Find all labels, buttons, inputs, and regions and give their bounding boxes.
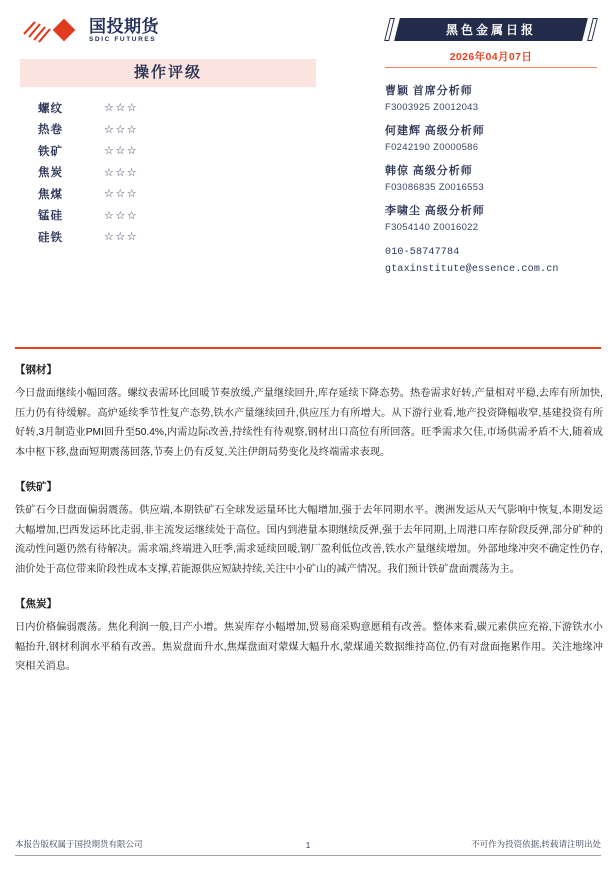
section-paragraph: 今日盘面继续小幅回落。螺纹表需环比回暖节奏放缓,产量继续回升,库存延续下降态势。热卷需求好转,产量相对平稳,去库有所加快,压力仍有待缓解。高炉延续季节性复产态势,铁水产量继续回升,供应压力有所增大。从下游行业看,地产投资降幅收窄,基建投资有所好转,3月制造业PMI回升至50.4%,内需边际改善,持续性有待观察,钢材出口高位有所回落。旺季需求欠佳,市场供需矛盾不大,随着成本中枢下移,盘面短期震荡回落,节奏上仍有反复,关注伊朗局势变化及终端需求表现。 <box>15 388 603 458</box>
rating-row <box>28 140 316 162</box>
analyst-name: 何建辉 高级分析师 <box>385 125 485 137</box>
rating-row <box>28 97 316 119</box>
analyst-entry <box>385 202 597 233</box>
contact-email[interactable]: gtaxinstitute@essence.com.cn <box>385 264 559 275</box>
rating-stars: ☆☆☆ <box>104 122 139 136</box>
rating-product-name: 焦炭 <box>38 167 63 180</box>
analyst-list <box>385 82 597 233</box>
rating-row <box>28 119 316 141</box>
analyst-entry <box>385 162 597 193</box>
analyst-entry <box>385 122 597 153</box>
section-heading: 【焦炭】 <box>15 598 57 610</box>
rating-stars: ☆☆☆ <box>104 165 139 179</box>
rating-stars: ☆☆☆ <box>104 187 139 201</box>
analyst-license-code: F3054140 Z0016022 <box>385 222 479 233</box>
section-steel <box>15 362 603 462</box>
contact-block <box>385 247 597 275</box>
analyst-name: 曹颖 首席分析师 <box>385 85 473 97</box>
report-date: 2026年04月07日 <box>385 49 597 68</box>
rating-row <box>28 226 316 248</box>
rating-product-name: 螺纹 <box>38 102 63 115</box>
contact-phone[interactable]: 010-58747784 <box>385 247 460 258</box>
rating-product-name: 锰硅 <box>38 210 63 223</box>
rating-product-name: 焦煤 <box>38 188 63 201</box>
rating-stars: ☆☆☆ <box>104 208 139 222</box>
company-logo <box>22 18 159 44</box>
logo-company-name-en: SDIC FUTURES <box>89 36 157 44</box>
header-divider <box>15 347 601 349</box>
analyst-entry <box>385 82 597 113</box>
rating-product-name: 热卷 <box>38 124 63 137</box>
rating-row <box>28 162 316 184</box>
operation-rating-card <box>20 59 316 248</box>
report-header <box>0 0 615 347</box>
section-coke <box>15 596 603 677</box>
analyst-license-code: F3003925 Z0012043 <box>385 102 479 113</box>
banner-accent-left <box>384 18 395 41</box>
footer-copyright: 本报告版权属于国投期货有限公司 <box>15 839 143 849</box>
banner-accent-right <box>587 18 598 41</box>
report-body <box>15 362 603 694</box>
report-title: 黑色金属日报 <box>445 23 536 37</box>
analyst-license-code: F0242190 Z0000586 <box>385 142 479 153</box>
rating-product-name: 硅铁 <box>38 231 63 244</box>
rating-stars: ☆☆☆ <box>104 144 139 158</box>
rating-stars: ☆☆☆ <box>104 230 139 244</box>
rating-stars: ☆☆☆ <box>104 101 139 115</box>
analyst-name: 韩倞 高级分析师 <box>385 165 473 177</box>
footer-disclaimer: 不可作为投资依据,转载请注明出处 <box>471 839 601 849</box>
report-title-banner <box>385 18 597 41</box>
sdic-diamond-logo-icon <box>22 18 84 44</box>
analyst-name: 李啸尘 高级分析师 <box>385 205 485 217</box>
section-heading: 【钢材】 <box>15 364 57 376</box>
page-footer <box>15 838 601 856</box>
rating-list <box>20 97 316 248</box>
section-paragraph: 日内价格偏弱震荡。焦化利润一般,日产小增。焦炭库存小幅增加,贸易商采购意愿稍有改善。整体来看,碳元素供应充裕,下游铁水小幅抬升,钢材利润水平稍有改善。焦炭盘面升水,焦煤盘面对蒙煤大幅升水,蒙煤通关数据维持高位,仍有对盘面拖累作用。关注地缘冲突相关消息。 <box>15 622 603 672</box>
rating-product-name: 铁矿 <box>38 145 63 158</box>
rating-card-title: 操作评级 <box>20 59 316 87</box>
analyst-license-code: F03086835 Z0016553 <box>385 182 484 193</box>
logo-company-name-cn: 国投期货 <box>89 17 159 37</box>
section-paragraph: 铁矿石今日盘面偏弱震荡。供应端,本期铁矿石全球发运量环比大幅增加,强于去年同期水平。澳洲发运从天气影响中恢复,本期发运大幅增加,巴西发运环比走弱,非主流发运继续处于高位。国内到港量本期继续反弹,强于去年同期,上周港口库存阶段反弹,部分矿种的流动性问题仍然有待解决。需求端,终端进入旺季,需求延续回暖,钢厂盈利低位改善,铁水产量继续增加。外部地缘冲突不确定性仍存,油价处于高位带来阶段性成本支撑,若能源供应短缺持续,关注中小矿山的减产情况。我们预计铁矿盘面震荡为主。 <box>15 505 603 575</box>
header-right-column <box>385 18 597 281</box>
rating-row <box>28 183 316 205</box>
section-iron-ore <box>15 479 603 579</box>
rating-row <box>28 205 316 227</box>
page-number: 1 <box>305 840 311 850</box>
section-heading: 【铁矿】 <box>15 481 57 493</box>
